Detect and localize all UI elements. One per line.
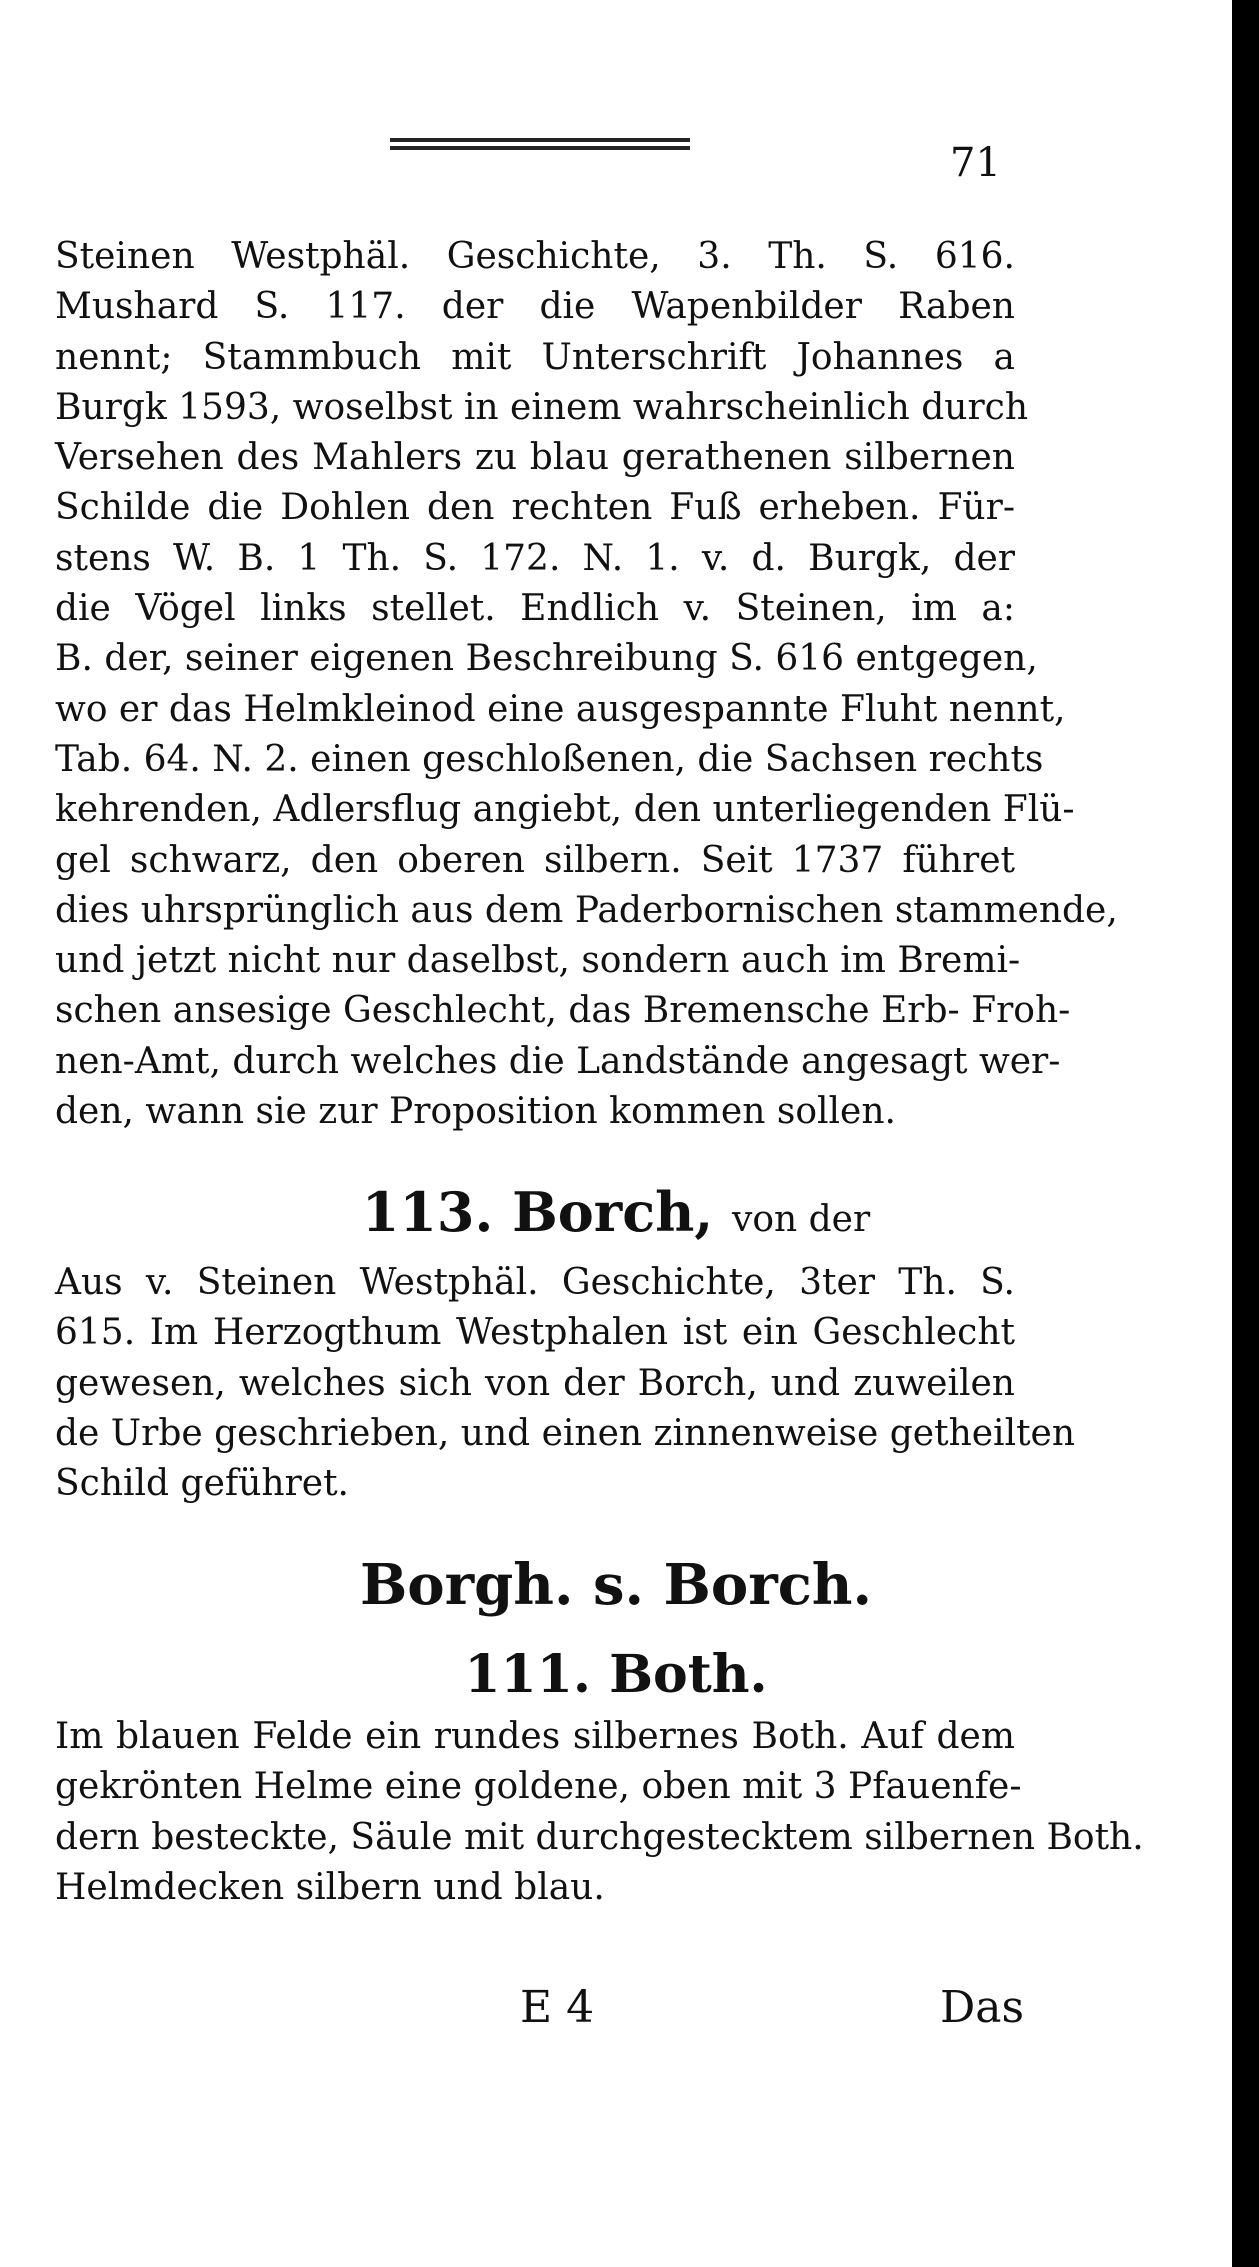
text-line: Aus v. Steinen Westphäl. Geschichte, 3ter Th. S. xyxy=(55,1262,1015,1303)
text-line: Schilde die Dohlen den rechten Fuß erheben. Für- xyxy=(55,487,1015,529)
text-line: B. der, seiner eigenen Beschreibung S. 616 entgegen, xyxy=(55,638,1038,680)
text-line: gewesen, welches sich von der Borch, und zuweilen xyxy=(55,1362,1015,1404)
text-line: Burgk 1593, woselbst in einem wahrscheinlich durch xyxy=(55,386,1029,428)
text-line: Schild geführet. xyxy=(55,1463,349,1505)
text-line: Steinen Westphäl. Geschichte, 3. Th. S. 616. xyxy=(55,236,1015,277)
text-line: die Vögel links stellet. Endlich v. Steinen, im a: xyxy=(55,588,1015,630)
text-line: nen-Amt, durch welches die Landstände angesagt wer- xyxy=(55,1040,1061,1082)
signature-mark: E 4 xyxy=(520,1982,595,2033)
section-heading-borgh: Borgh. s. Borch. xyxy=(359,1552,873,1618)
text-line: dern besteckte, Säule mit durchgestecktem silbernen Both. xyxy=(55,1816,1144,1858)
text-line: Versehen des Mahlers zu blau gerathenen silbernen xyxy=(55,437,1015,479)
text-line: gekrönten Helme eine goldene, oben mit 3 Pfauenfe- xyxy=(55,1766,1022,1808)
text-line: de Urbe geschrieben, und einen zinnenweise getheilten xyxy=(55,1412,1076,1454)
paragraph-3 xyxy=(55,1712,1144,1913)
paragraph-1 xyxy=(55,232,1118,1137)
catchword: Das xyxy=(940,1982,1025,2033)
text-line: kehrenden, Adlersflug angiebt, den unterliegenden Flü- xyxy=(55,789,1075,831)
text-line: nennt; Stammbuch mit Unterschrift Johannes a xyxy=(55,336,1015,378)
section-heading-113 xyxy=(0,1180,1232,1244)
heading-113-name: Borch, xyxy=(512,1180,714,1244)
text-line: wo er das Helmkleinod eine ausgespannte Fluht nennt, xyxy=(55,688,1066,730)
heading-113-number: 113. xyxy=(361,1180,494,1244)
text-line: und jetzt nicht nur daselbst, sondern auch im Bremi- xyxy=(55,940,1021,982)
text-line: gel schwarz, den oberen silbern. Seit 1737 führet xyxy=(55,839,1015,881)
paragraph-2 xyxy=(55,1258,1076,1509)
text-line: 615. Im Herzogthum Westphalen ist ein Geschlecht xyxy=(55,1312,1015,1354)
text-line: schen ansesige Geschlecht, das Bremensche Erb- Froh- xyxy=(55,990,1071,1032)
section-heading-111: 111. Both. xyxy=(464,1644,768,1705)
page-number: 71 xyxy=(950,140,1001,186)
text-line: Helmdecken silbern und blau. xyxy=(55,1866,605,1908)
text-line: Mushard S. 117. der die Wapenbilder Raben xyxy=(55,286,1015,328)
heading-113-suffix: von der xyxy=(732,1199,871,1240)
text-line: den, wann sie zur Proposition kommen sollen. xyxy=(55,1091,896,1133)
text-line: stens W. B. 1 Th. S. 172. N. 1. v. d. Burgk, der xyxy=(55,537,1015,579)
text-line: Tab. 64. N. 2. einen geschloßenen, die Sachsen rechts xyxy=(55,738,1044,780)
text-line: dies uhrsprünglich aus dem Paderbornischen stammende, xyxy=(55,889,1118,931)
header-rule xyxy=(390,138,690,156)
text-line: Im blauen Felde ein rundes silbernes Both. Auf dem xyxy=(55,1716,1015,1757)
scan-edge xyxy=(1232,0,1259,2267)
